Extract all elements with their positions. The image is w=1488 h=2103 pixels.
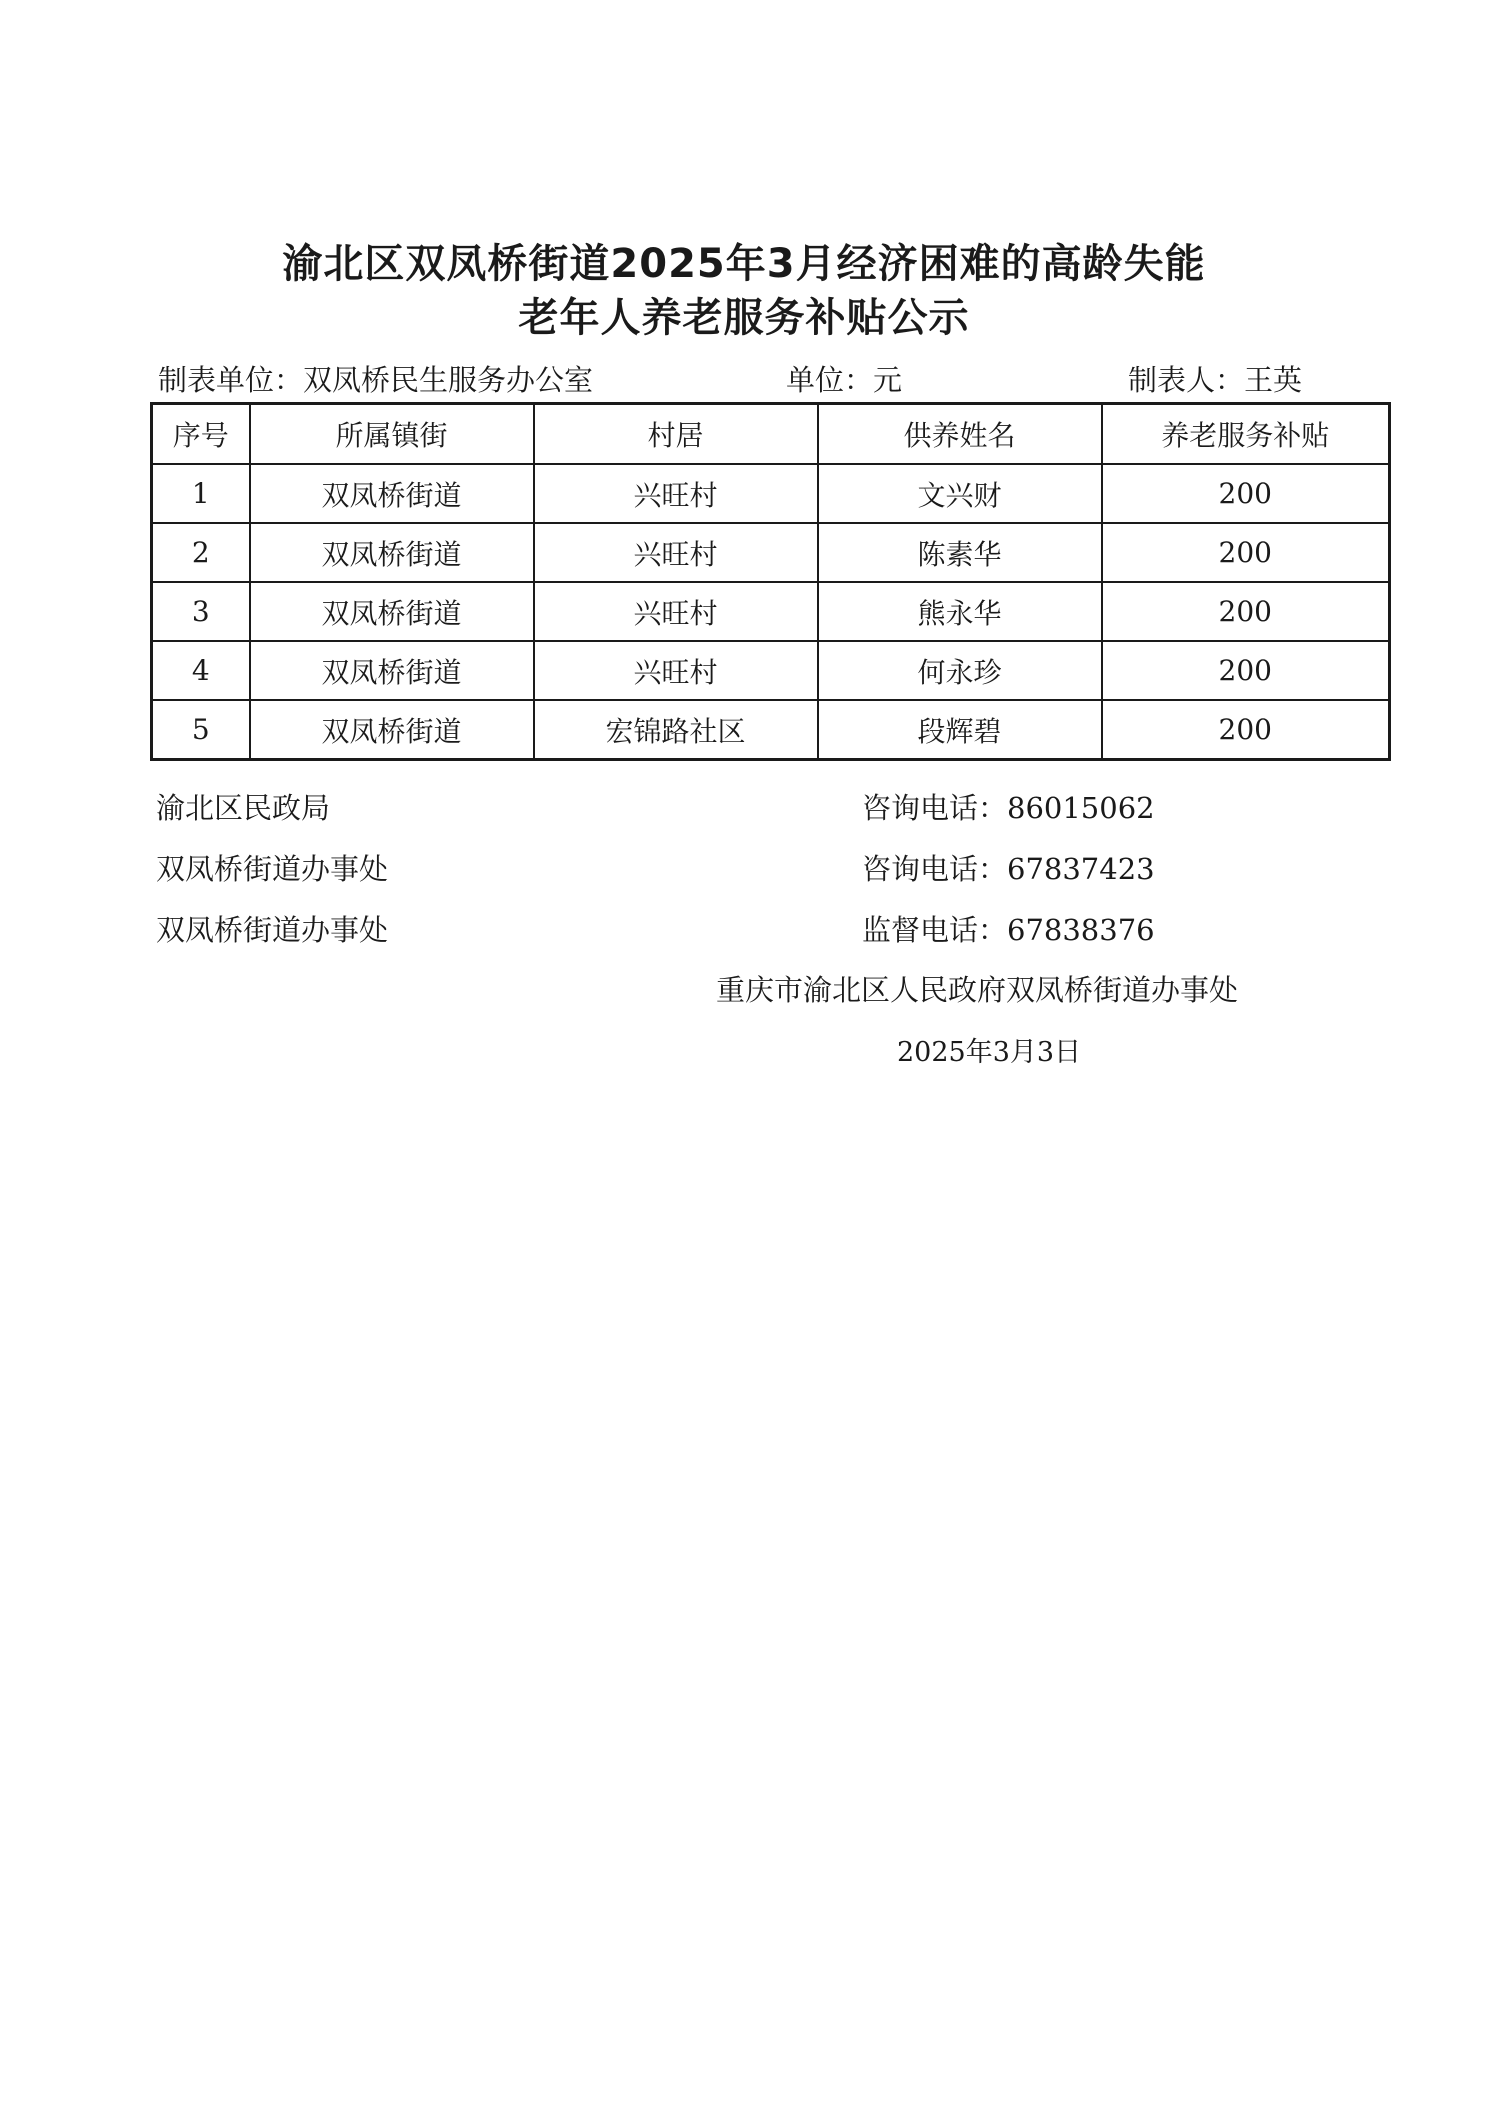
header-village: 村居 xyxy=(534,404,818,465)
contact-org-street-office: 双凤桥街道办事处 xyxy=(156,852,389,886)
header-name: 供养姓名 xyxy=(818,404,1102,465)
table-header-row xyxy=(152,404,1390,465)
cell-village: 兴旺村 xyxy=(534,641,818,700)
issuer-signature: 重庆市渝北区人民政府双凤桥街道办事处 xyxy=(716,973,1239,1007)
header-town: 所属镇街 xyxy=(250,404,534,465)
cell-town: 双凤桥街道 xyxy=(250,464,534,523)
cell-index: 4 xyxy=(152,641,250,700)
cell-subsidy: 200 xyxy=(1102,641,1390,700)
cell-subsidy: 200 xyxy=(1102,700,1390,760)
header-subsidy: 养老服务补贴 xyxy=(1102,404,1390,465)
prepared-by-person: 制表人：王英 xyxy=(1128,363,1303,397)
cell-subsidy: 200 xyxy=(1102,464,1390,523)
cell-index: 3 xyxy=(152,582,250,641)
cell-village: 兴旺村 xyxy=(534,582,818,641)
cell-village: 宏锦路社区 xyxy=(534,700,818,760)
table-row xyxy=(152,582,1390,641)
table-row xyxy=(152,700,1390,760)
cell-name: 段辉碧 xyxy=(818,700,1102,760)
subsidy-table xyxy=(150,402,1391,761)
contact-phone-consult-2: 咨询电话：67837423 xyxy=(862,852,1155,886)
header-index: 序号 xyxy=(152,404,250,465)
cell-town: 双凤桥街道 xyxy=(250,641,534,700)
cell-name: 文兴财 xyxy=(818,464,1102,523)
cell-name: 熊永华 xyxy=(818,582,1102,641)
cell-subsidy: 200 xyxy=(1102,582,1390,641)
contact-org-civil-affairs: 渝北区民政局 xyxy=(156,791,331,825)
contact-phone-supervision: 监督电话：67838376 xyxy=(862,913,1155,947)
cell-subsidy: 200 xyxy=(1102,523,1390,582)
cell-town: 双凤桥街道 xyxy=(250,700,534,760)
table-row xyxy=(152,464,1390,523)
cell-index: 2 xyxy=(152,523,250,582)
cell-name: 陈素华 xyxy=(818,523,1102,582)
contact-phone-consult-1: 咨询电话：86015062 xyxy=(862,791,1155,825)
currency-unit: 单位：元 xyxy=(786,363,903,397)
cell-name: 何永珍 xyxy=(818,641,1102,700)
issue-date: 2025年3月3日 xyxy=(897,1037,1082,1068)
prepared-by-unit: 制表单位：双凤桥民生服务办公室 xyxy=(158,363,594,397)
cell-index: 5 xyxy=(152,700,250,760)
table-row xyxy=(152,641,1390,700)
cell-index: 1 xyxy=(152,464,250,523)
cell-town: 双凤桥街道 xyxy=(250,582,534,641)
cell-town: 双凤桥街道 xyxy=(250,523,534,582)
document-title-line-1: 渝北区双凤桥街道2025年3月经济困难的高龄失能 xyxy=(282,241,1206,287)
cell-village: 兴旺村 xyxy=(534,464,818,523)
table-row xyxy=(152,523,1390,582)
document-title-line-2: 老年人养老服务补贴公示 xyxy=(518,295,970,341)
contact-org-street-office-supervision: 双凤桥街道办事处 xyxy=(156,913,389,947)
cell-village: 兴旺村 xyxy=(534,523,818,582)
